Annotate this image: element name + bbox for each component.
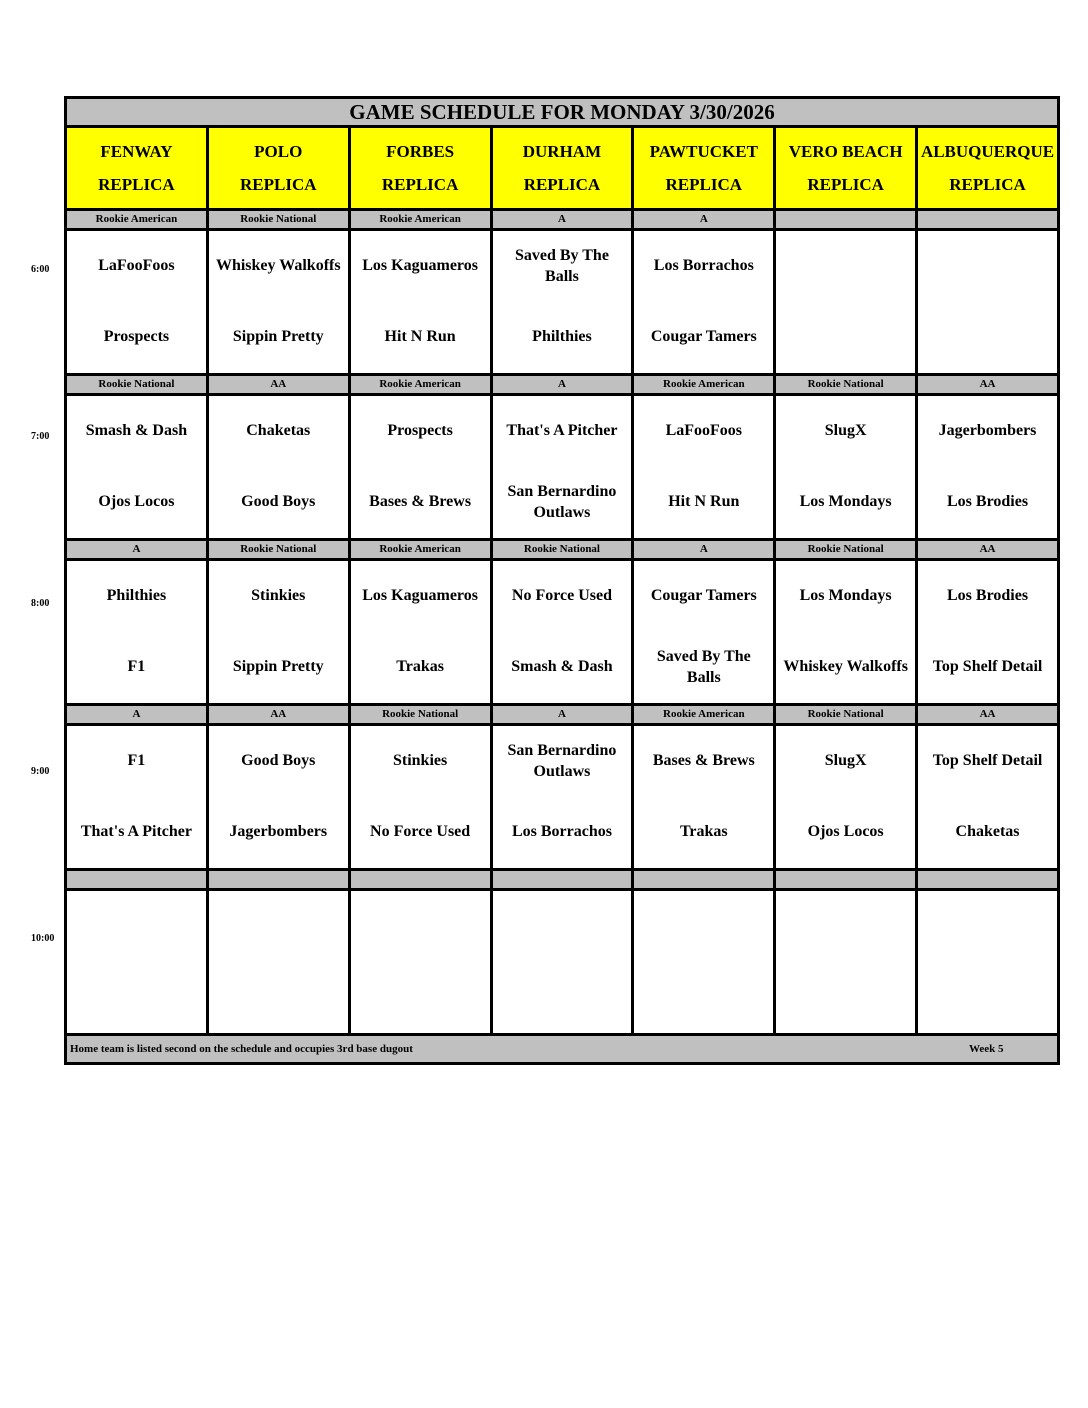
division-label: AA <box>917 375 1059 395</box>
empty-game-cell <box>491 890 633 1035</box>
away-team: That's A Pitcher <box>506 422 618 440</box>
empty-game-cell <box>633 890 775 1035</box>
home-team: Chaketas <box>955 823 1020 841</box>
home-team: Trakas <box>679 823 728 841</box>
home-team: Good Boys <box>241 493 316 511</box>
game-cell <box>66 230 208 375</box>
division-label: A <box>66 540 208 560</box>
time-label: 6:00 <box>31 264 50 275</box>
game-row <box>66 560 1059 705</box>
division-label: A <box>633 540 775 560</box>
game-cell <box>917 560 1059 705</box>
game-cell <box>66 395 208 540</box>
game-cell <box>917 725 1059 870</box>
game-cell <box>633 395 775 540</box>
empty-game-cell <box>775 230 917 375</box>
division-label: A <box>66 705 208 725</box>
home-team: Philthies <box>532 328 592 346</box>
division-label: Rookie American <box>633 375 775 395</box>
division-label: Rookie National <box>491 540 633 560</box>
game-cell <box>491 725 633 870</box>
game-cell <box>633 725 775 870</box>
game-cell <box>349 230 491 375</box>
away-team: Smash & Dash <box>85 422 188 440</box>
home-team: Los Brodies <box>947 493 1029 511</box>
home-team: San Bernardino Outlaws <box>507 482 617 521</box>
home-team: That's A Pitcher <box>80 823 192 841</box>
time-label: 10:00 <box>31 933 55 944</box>
away-team: Good Boys <box>241 752 316 770</box>
game-row <box>66 725 1059 870</box>
division-label: A <box>491 375 633 395</box>
away-team: No Force Used <box>511 587 613 605</box>
home-team: Ojos Locos <box>98 493 175 511</box>
game-cell <box>207 725 349 870</box>
game-cell <box>349 725 491 870</box>
division-label <box>775 210 917 230</box>
division-label: Rookie National <box>775 540 917 560</box>
time-label: 8:00 <box>31 598 50 609</box>
division-label <box>207 870 349 890</box>
game-cell <box>491 560 633 705</box>
empty-game-cell <box>207 890 349 1035</box>
field-name: VERO BEACH <box>788 142 903 161</box>
game-cell <box>633 560 775 705</box>
footer-bar <box>66 1035 1059 1064</box>
game-row <box>66 230 1059 375</box>
footer-row <box>66 1035 1059 1064</box>
field-header <box>917 127 1059 210</box>
game-row <box>66 395 1059 540</box>
away-team: Los Mondays <box>799 587 892 605</box>
division-row <box>66 375 1059 395</box>
home-team: Top Shelf Detail <box>932 658 1043 676</box>
away-team: Philthies <box>106 587 167 605</box>
field-header-row <box>66 127 1059 210</box>
game-cell <box>775 395 917 540</box>
division-label: AA <box>207 705 349 725</box>
home-team: Hit N Run <box>384 328 456 346</box>
field-name: FENWAY <box>100 142 173 161</box>
field-name: ALBUQUERQUE <box>920 142 1055 161</box>
away-team: LaFooFoos <box>665 422 743 440</box>
away-team: Saved By The Balls <box>514 246 609 285</box>
game-cell <box>66 725 208 870</box>
field-subtitle: REPLICA <box>381 175 459 194</box>
schedule-sheet <box>64 96 1060 1065</box>
home-team: Whiskey Walkoffs <box>783 658 908 676</box>
home-team: F1 <box>127 658 146 676</box>
away-team: Los Kaguameros <box>362 257 478 275</box>
division-label <box>633 870 775 890</box>
empty-game-cell <box>66 890 208 1035</box>
home-team: Los Borrachos <box>511 823 612 841</box>
game-cell <box>633 230 775 375</box>
home-team: Hit N Run <box>668 493 740 511</box>
game-row <box>66 890 1059 1035</box>
away-team: F1 <box>127 752 146 770</box>
home-team: Prospects <box>103 328 170 346</box>
home-team: Trakas <box>396 658 444 676</box>
field-subtitle: REPLICA <box>807 175 884 194</box>
away-team: Los Kaguameros <box>362 587 478 605</box>
division-label: Rookie American <box>349 210 491 230</box>
away-team: Los Brodies <box>947 587 1029 605</box>
division-row <box>66 540 1059 560</box>
away-team: Top Shelf Detail <box>932 752 1043 770</box>
away-team: Prospects <box>387 422 453 440</box>
field-header <box>491 127 633 210</box>
schedule-table <box>64 96 1060 1065</box>
home-team: Ojos Locos <box>807 823 884 841</box>
division-label: Rookie National <box>207 210 349 230</box>
division-label <box>66 870 208 890</box>
division-row <box>66 210 1059 230</box>
division-label <box>775 870 917 890</box>
division-label: AA <box>207 375 349 395</box>
empty-game-cell <box>349 890 491 1035</box>
division-label: Rookie American <box>349 375 491 395</box>
division-label: AA <box>917 540 1059 560</box>
home-team: Sippin Pretty <box>232 328 324 346</box>
time-label: 7:00 <box>31 431 50 442</box>
away-team: Stinkies <box>392 752 448 770</box>
division-label: Rookie American <box>66 210 208 230</box>
home-team: Jagerbombers <box>229 823 328 841</box>
field-header <box>66 127 208 210</box>
home-team: No Force Used <box>370 823 471 841</box>
field-subtitle: REPLICA <box>240 175 317 194</box>
home-team: Saved By The Balls <box>656 647 751 686</box>
game-cell <box>207 395 349 540</box>
away-team: SlugX <box>824 422 867 440</box>
division-row <box>66 870 1059 890</box>
away-team: LaFooFoos <box>98 257 175 275</box>
division-label: AA <box>917 705 1059 725</box>
game-cell <box>491 395 633 540</box>
away-team: Whiskey Walkoffs <box>215 257 341 275</box>
division-label: Rookie National <box>775 375 917 395</box>
away-team: Stinkies <box>251 587 306 605</box>
game-cell <box>349 560 491 705</box>
field-header <box>207 127 349 210</box>
game-cell <box>491 230 633 375</box>
empty-game-cell <box>917 230 1059 375</box>
away-team: Cougar Tamers <box>650 587 757 605</box>
schedule-title: GAME SCHEDULE FOR MONDAY 3/30/2026 <box>66 98 1059 127</box>
division-label: A <box>633 210 775 230</box>
division-label <box>491 870 633 890</box>
game-cell <box>917 395 1059 540</box>
footer-note: Home team is listed second on the schedule and occupies 3rd base dugout <box>70 1043 413 1055</box>
game-cell <box>775 725 917 870</box>
division-label: Rookie American <box>349 540 491 560</box>
field-name: DURHAM <box>522 142 602 161</box>
division-label: Rookie National <box>775 705 917 725</box>
field-subtitle: REPLICA <box>665 175 743 194</box>
time-label: 9:00 <box>31 766 50 777</box>
division-label: A <box>491 705 633 725</box>
home-team: Los Mondays <box>799 493 892 511</box>
field-header <box>349 127 491 210</box>
away-team: Los Borrachos <box>653 257 754 275</box>
game-cell <box>66 560 208 705</box>
week-label: Week 5 <box>969 1043 1004 1055</box>
division-label: Rookie National <box>207 540 349 560</box>
division-label <box>349 870 491 890</box>
home-team: Bases & Brews <box>369 493 472 511</box>
away-team: Bases & Brews <box>652 752 755 770</box>
away-team: San Bernardino Outlaws <box>507 741 617 780</box>
field-name: FORBES <box>386 142 455 161</box>
field-subtitle: REPLICA <box>949 175 1026 194</box>
home-team: Sippin Pretty <box>232 658 324 676</box>
away-team: Jagerbombers <box>938 422 1037 440</box>
game-cell <box>207 560 349 705</box>
field-name: POLO <box>254 142 303 161</box>
division-row <box>66 705 1059 725</box>
home-team: Smash & Dash <box>511 658 613 676</box>
division-label: Rookie American <box>633 705 775 725</box>
game-cell <box>207 230 349 375</box>
away-team: SlugX <box>824 752 867 770</box>
division-label <box>917 210 1059 230</box>
empty-game-cell <box>775 890 917 1035</box>
division-label <box>917 870 1059 890</box>
game-cell <box>775 560 917 705</box>
field-subtitle: REPLICA <box>523 175 601 194</box>
home-team: Cougar Tamers <box>650 328 757 346</box>
game-cell <box>349 395 491 540</box>
division-label: Rookie National <box>66 375 208 395</box>
empty-game-cell <box>917 890 1059 1035</box>
field-header <box>775 127 917 210</box>
field-subtitle: REPLICA <box>98 175 175 194</box>
away-team: Chaketas <box>246 422 311 440</box>
division-label: A <box>491 210 633 230</box>
field-name: PAWTUCKET <box>649 142 758 161</box>
field-header <box>633 127 775 210</box>
division-label: Rookie National <box>349 705 491 725</box>
